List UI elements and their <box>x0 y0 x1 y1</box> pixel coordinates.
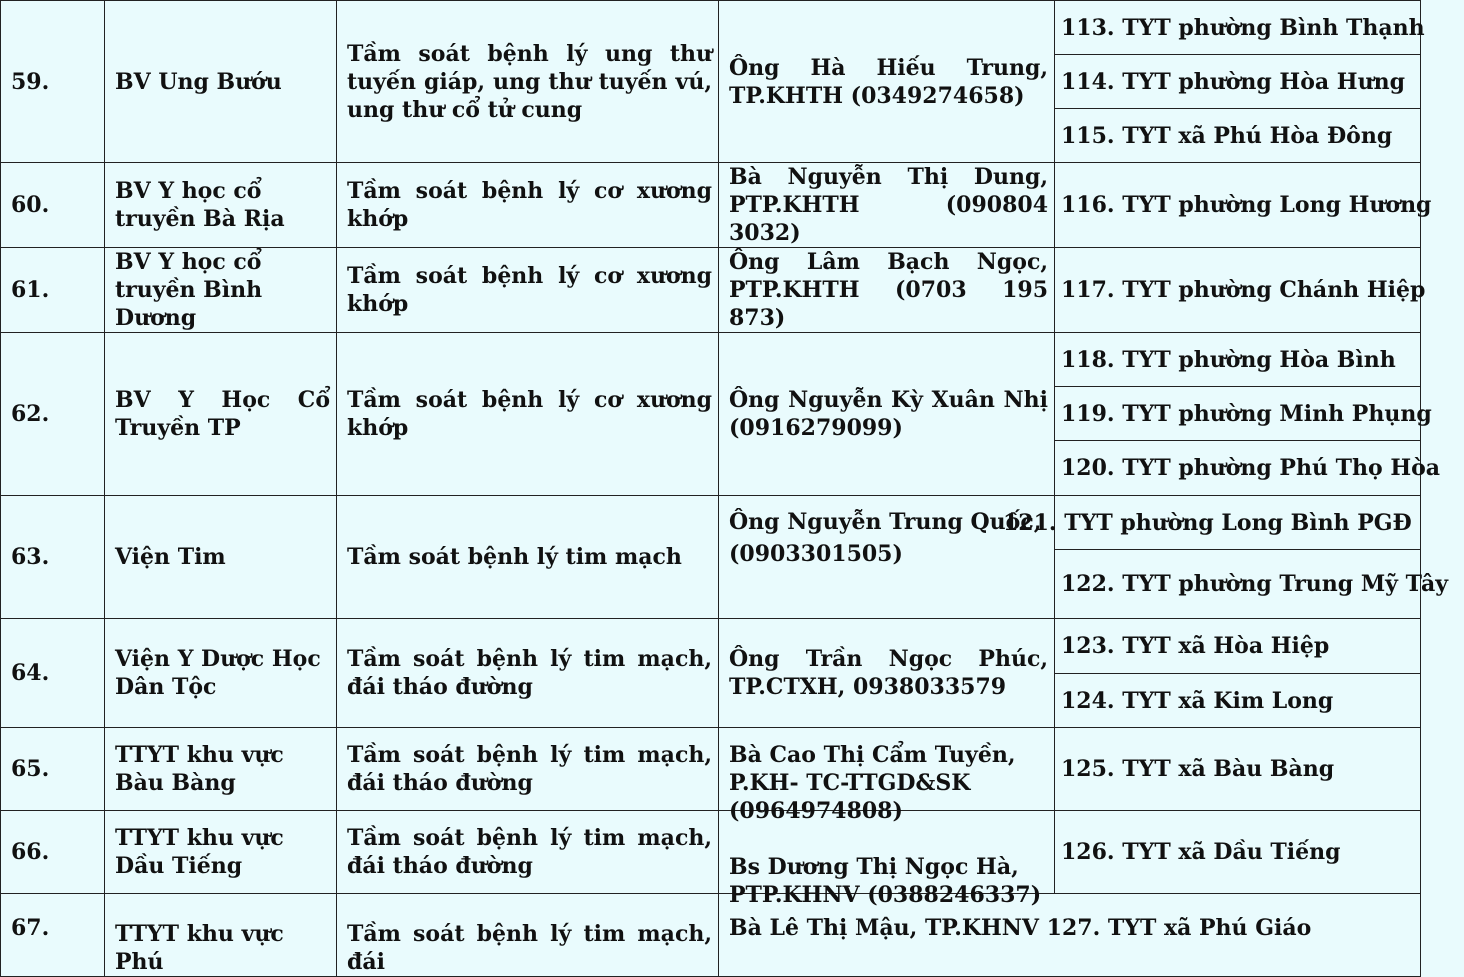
row-number: 63. <box>1 496 105 619</box>
health-station: 122. TYT phường Trung Mỹ Tây <box>1055 550 1421 619</box>
health-station: 120. TYT phường Phú Thọ Hòa <box>1055 441 1421 496</box>
health-station: 123. TYT xã Hòa Hiệp <box>1055 619 1421 674</box>
health-station: 119. TYT phường Minh Phụng <box>1055 387 1421 441</box>
unit-name: TTYT khu vực Bàu Bàng <box>105 728 337 811</box>
contact-person: Ông Nguyễn Kỳ Xuân Nhị (0916279099) <box>719 333 1055 496</box>
table-row <box>1 811 1421 894</box>
health-station-text: 121. TYT phường Long Bình PGĐ <box>1003 509 1412 536</box>
screening-task: Tầm soát bệnh lý tim mạch, đái <box>337 894 719 977</box>
contact-person <box>719 728 1055 824</box>
contact-line-1: Ông Nguyễn Trung Quốc, <box>729 509 1042 535</box>
table-row <box>1 894 1421 977</box>
contact-text: Bà Lê Thị Mậu, TP.KHNV <box>729 915 1039 941</box>
row-number: 67. <box>1 894 105 977</box>
health-station: 125. TYT xã Bàu Bàng <box>1055 728 1421 811</box>
unit-name: TTYT khu vực Phú <box>105 894 337 977</box>
contact-text: Bs Dương Thị Ngọc Hà, PTP.KHNV (0388246337) <box>729 854 1042 908</box>
screening-task: Tầm soát bệnh lý tim mạch, đái tháo đường <box>337 728 719 811</box>
screening-task: Tầm soát bệnh lý ung thư tuyến giáp, ung thư tuyến vú, ung thư cổ tử cung <box>337 1 719 163</box>
row-number: 61. <box>1 248 105 333</box>
table-row <box>1 333 1421 387</box>
health-station <box>1003 496 1421 550</box>
row-number: 64. <box>1 619 105 728</box>
health-station: 115. TYT xã Phú Hòa Đông <box>1055 109 1421 163</box>
screening-task: Tầm soát bệnh lý cơ xương khớp <box>337 163 719 248</box>
health-station: 116. TYT phường Long Hương <box>1055 163 1421 248</box>
screening-task: Tầm soát bệnh lý tim mạch, đái tháo đường <box>337 619 719 728</box>
contact-person: Ông Trần Ngọc Phúc, TP.CTXH, 0938033579 <box>719 619 1055 728</box>
table-row <box>1 1 1421 55</box>
health-station: 118. TYT phường Hòa Bình <box>1055 333 1421 387</box>
unit-name: TTYT khu vực Dầu Tiếng <box>105 811 337 894</box>
screening-task: Tầm soát bệnh lý tim mạch, đái tháo đường <box>337 811 719 894</box>
screening-task: Tầm soát bệnh lý cơ xương khớp <box>337 248 719 333</box>
contact-line-2: (0903301505) <box>729 541 903 567</box>
contact-text: Bà Cao Thị Cẩm Tuyền, P.KH- TC-TTGD&SK (0964974808) <box>729 742 1016 824</box>
table-row <box>1 496 1421 550</box>
unit-name: BV Y học cổ truyền Bình Dương <box>105 248 337 333</box>
unit-name: Viện Tim <box>105 496 337 619</box>
table-row <box>1 619 1421 674</box>
table-row <box>1 248 1421 333</box>
health-station: 113. TYT phường Bình Thạnh <box>1055 1 1421 55</box>
contact-person: Ông Lâm Bạch Ngọc, PTP.KHTH (0703 195 873) <box>719 248 1055 333</box>
unit-name: BV Y học cổ truyền Bà Rịa <box>105 163 337 248</box>
unit-name: BV Ung Bướu <box>105 1 337 163</box>
row-number: 65. <box>1 728 105 811</box>
health-station: 124. TYT xã Kim Long <box>1055 674 1421 728</box>
health-station: 127. TYT xã Phú Giáo <box>1046 915 1312 941</box>
health-station: 114. TYT phường Hòa Hưng <box>1055 55 1421 109</box>
contact-person: Ông Hà Hiếu Trung, TP.KHTH (0349274658) <box>719 1 1055 163</box>
health-station: 117. TYT phường Chánh Hiệp <box>1055 248 1421 333</box>
screening-task: Tầm soát bệnh lý cơ xương khớp <box>337 333 719 496</box>
unit-name: Viện Y Dược Học Dân Tộc <box>105 619 337 728</box>
table-row <box>1 728 1421 811</box>
unit-name: BV Y Học Cổ Truyền TP <box>105 333 337 496</box>
screening-task: Tầm soát bệnh lý tim mạch <box>337 496 719 619</box>
row-number: 62. <box>1 333 105 496</box>
row-number: 66. <box>1 811 105 894</box>
row-number: 59. <box>1 1 105 163</box>
table-row <box>1 163 1421 248</box>
row-number: 60. <box>1 163 105 248</box>
health-station: 126. TYT xã Dầu Tiếng <box>1055 811 1421 894</box>
contact-person: Bà Nguyễn Thị Dung, PTP.KHTH (090804 3032) <box>719 163 1055 248</box>
